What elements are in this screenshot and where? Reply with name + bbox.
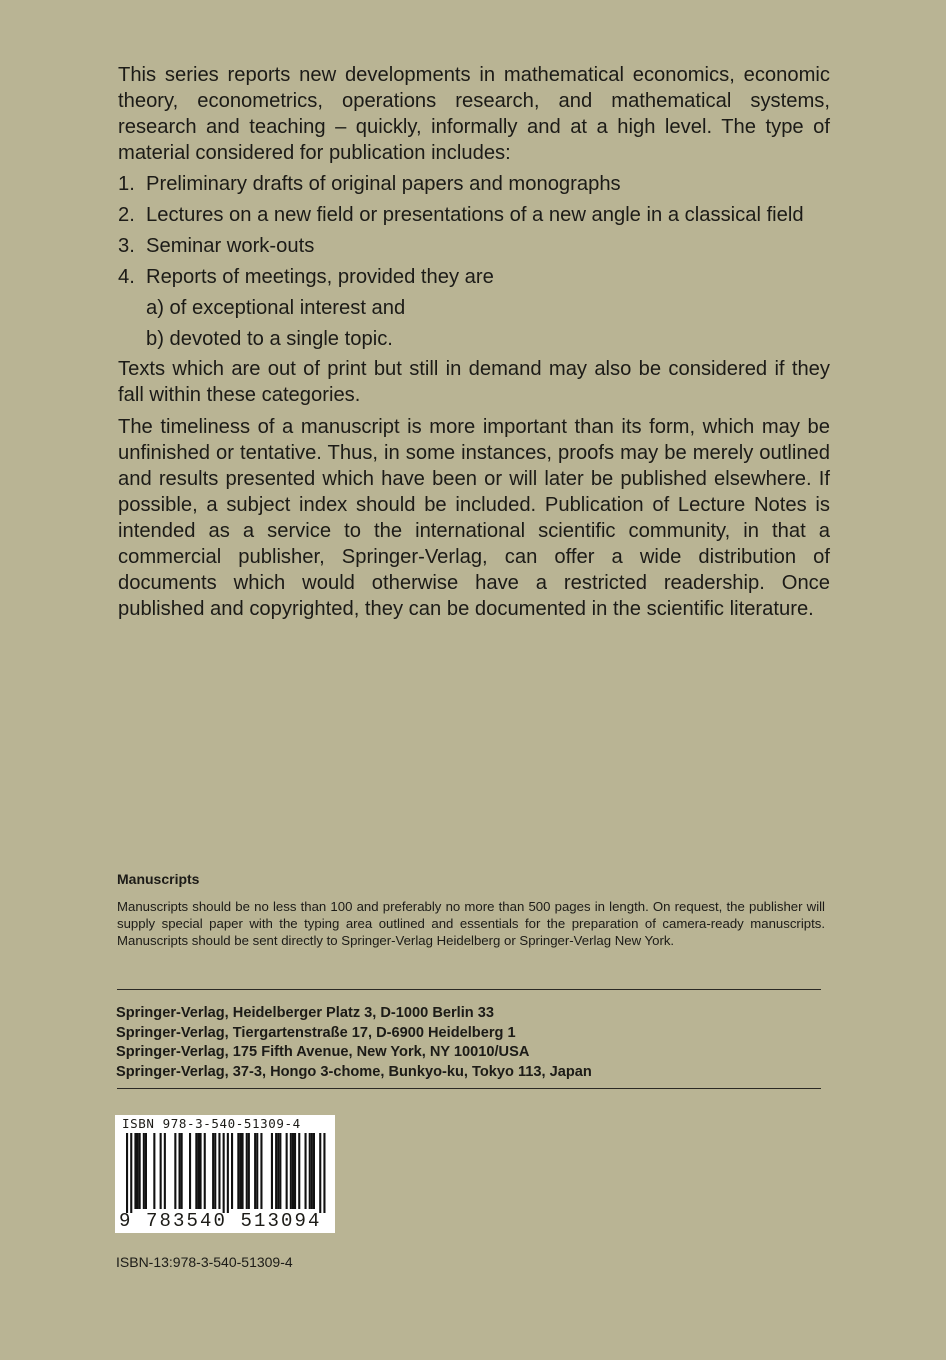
address-line: Springer-Verlag, Tiergartenstraße 17, D-6900 Heidelberg 1 [116,1024,516,1041]
barcode-bar [292,1133,294,1209]
barcode-bar [290,1133,292,1209]
barcode-bar [242,1133,244,1209]
manuscripts-heading: Manuscripts [117,871,200,887]
barcode-bar [134,1133,136,1209]
barcode-bar [237,1133,239,1209]
barcode-bar [323,1133,325,1213]
barcode-bar [246,1133,248,1209]
barcode-bar [313,1133,315,1209]
address-line: Springer-Verlag, Heidelberger Platz 3, D-1000 Berlin 33 [116,1005,494,1021]
barcode-bar [181,1133,183,1209]
barcode-bar [139,1133,141,1209]
barcode-bar [195,1133,197,1209]
barcode-bar [126,1133,128,1213]
barcode-bar [260,1133,262,1209]
barcode-bar [231,1133,233,1209]
isbn-barcode [115,1115,335,1233]
barcode-digits: 9 783540 513094 [119,1210,322,1232]
barcode-bar [153,1133,155,1209]
sub-list-item: b) devoted to a single topic. [146,328,393,350]
barcode-bar [130,1133,132,1213]
barcode-bar [227,1133,229,1213]
barcode-bar [319,1133,321,1213]
barcode-bar [223,1133,225,1213]
barcode-bar [294,1133,296,1209]
barcode-bar [239,1133,241,1209]
barcode-bar [311,1133,313,1209]
barcode-bar [286,1133,288,1209]
list-number: 3. [118,235,135,257]
barcode-bar [189,1133,191,1209]
barcode-bar [214,1133,216,1209]
manuscripts-body: Manuscripts should be no less than 100 and preferably no more than 500 pages in length. On request, the publisher will supply special paper with the typing area outlined and essentials for the preparation of camera-ready manuscripts. Manuscripts should be sent directly to Springer-Verlag Heidelberg or Springer-Verlag New York. [117,899,825,948]
barcode-bar [174,1133,176,1209]
list-number: 1. [118,173,135,195]
list-text: Preliminary drafts of original papers and monographs [146,173,621,195]
address-line: Springer-Verlag, 37-3, Hongo 3-chome, Bunkyo-ku, Tokyo 113, Japan [116,1063,592,1080]
barcode-bar [298,1133,300,1209]
barcode-isbn-text: ISBN 978-3-540-51309-4 [122,1116,301,1131]
list-item [118,264,830,290]
list-text: Reports of meetings, provided they are [146,266,494,288]
list-text: Lectures on a new field or presentations of a new angle in a classical field [146,204,804,226]
barcode-bar [204,1133,206,1209]
barcode-bar [279,1133,281,1209]
barcode-bars [115,1133,335,1213]
list-number: 2. [118,204,135,226]
divider [117,1088,821,1089]
series-description [118,62,830,622]
barcode-bar [275,1133,277,1209]
barcode-bar [197,1133,199,1209]
list-item [118,202,830,228]
barcode-bar [200,1133,202,1209]
out-of-print-paragraph: Texts which are out of print but still in demand may also be considered if they fall within these categories. [118,358,830,406]
barcode-bar [145,1133,147,1209]
barcode-bar [160,1133,162,1209]
barcode-bar [137,1133,139,1209]
list-number: 4. [118,266,135,288]
barcode-bar [256,1133,258,1209]
divider [117,989,821,990]
barcode-bar [254,1133,256,1209]
address-line: Springer-Verlag, 175 Fifth Avenue, New York, NY 10010/USA [116,1044,530,1060]
barcode-bar [218,1133,220,1209]
barcode-bar [248,1133,250,1209]
barcode-bar [212,1133,214,1209]
manuscripts-section [117,870,825,949]
barcode-bar [277,1133,279,1209]
barcode-bar [164,1133,166,1209]
list-item [118,233,830,259]
barcode-bar [179,1133,181,1209]
publisher-addresses [116,1004,592,1082]
barcode-bar [305,1133,307,1209]
isbn-13: ISBN-13:978-3-540-51309-4 [116,1254,293,1270]
list-text: Seminar work-outs [146,235,315,257]
intro-paragraph: This series reports new developments in mathematical economics, economic theory, econometrics, operations research, and mathematical systems, research and teaching – quickly, informally and at a high level. The type of material considered for publication includes: [118,64,830,164]
barcode-bar [143,1133,145,1209]
barcode-bar [309,1133,311,1209]
sub-list-item: a) of exceptional interest and [146,297,406,319]
barcode-bar [271,1133,273,1209]
timeliness-paragraph: The timeliness of a manuscript is more important than its form, which may be unfinished or tentative. Thus, in some instances, proofs may be merely outlined and results presented which have been or will later be published elsewhere. If possible, a subject index should be included. Publication of Lecture Notes is intended as a service to the international scientific community, in that a commercial publisher, Springer-Verlag, can offer a wide distribution of documents which would otherwise have a restricted readership. Once published and copyrighted, they can be documented in the scientific literature. [118,416,830,620]
list-item [118,171,830,197]
